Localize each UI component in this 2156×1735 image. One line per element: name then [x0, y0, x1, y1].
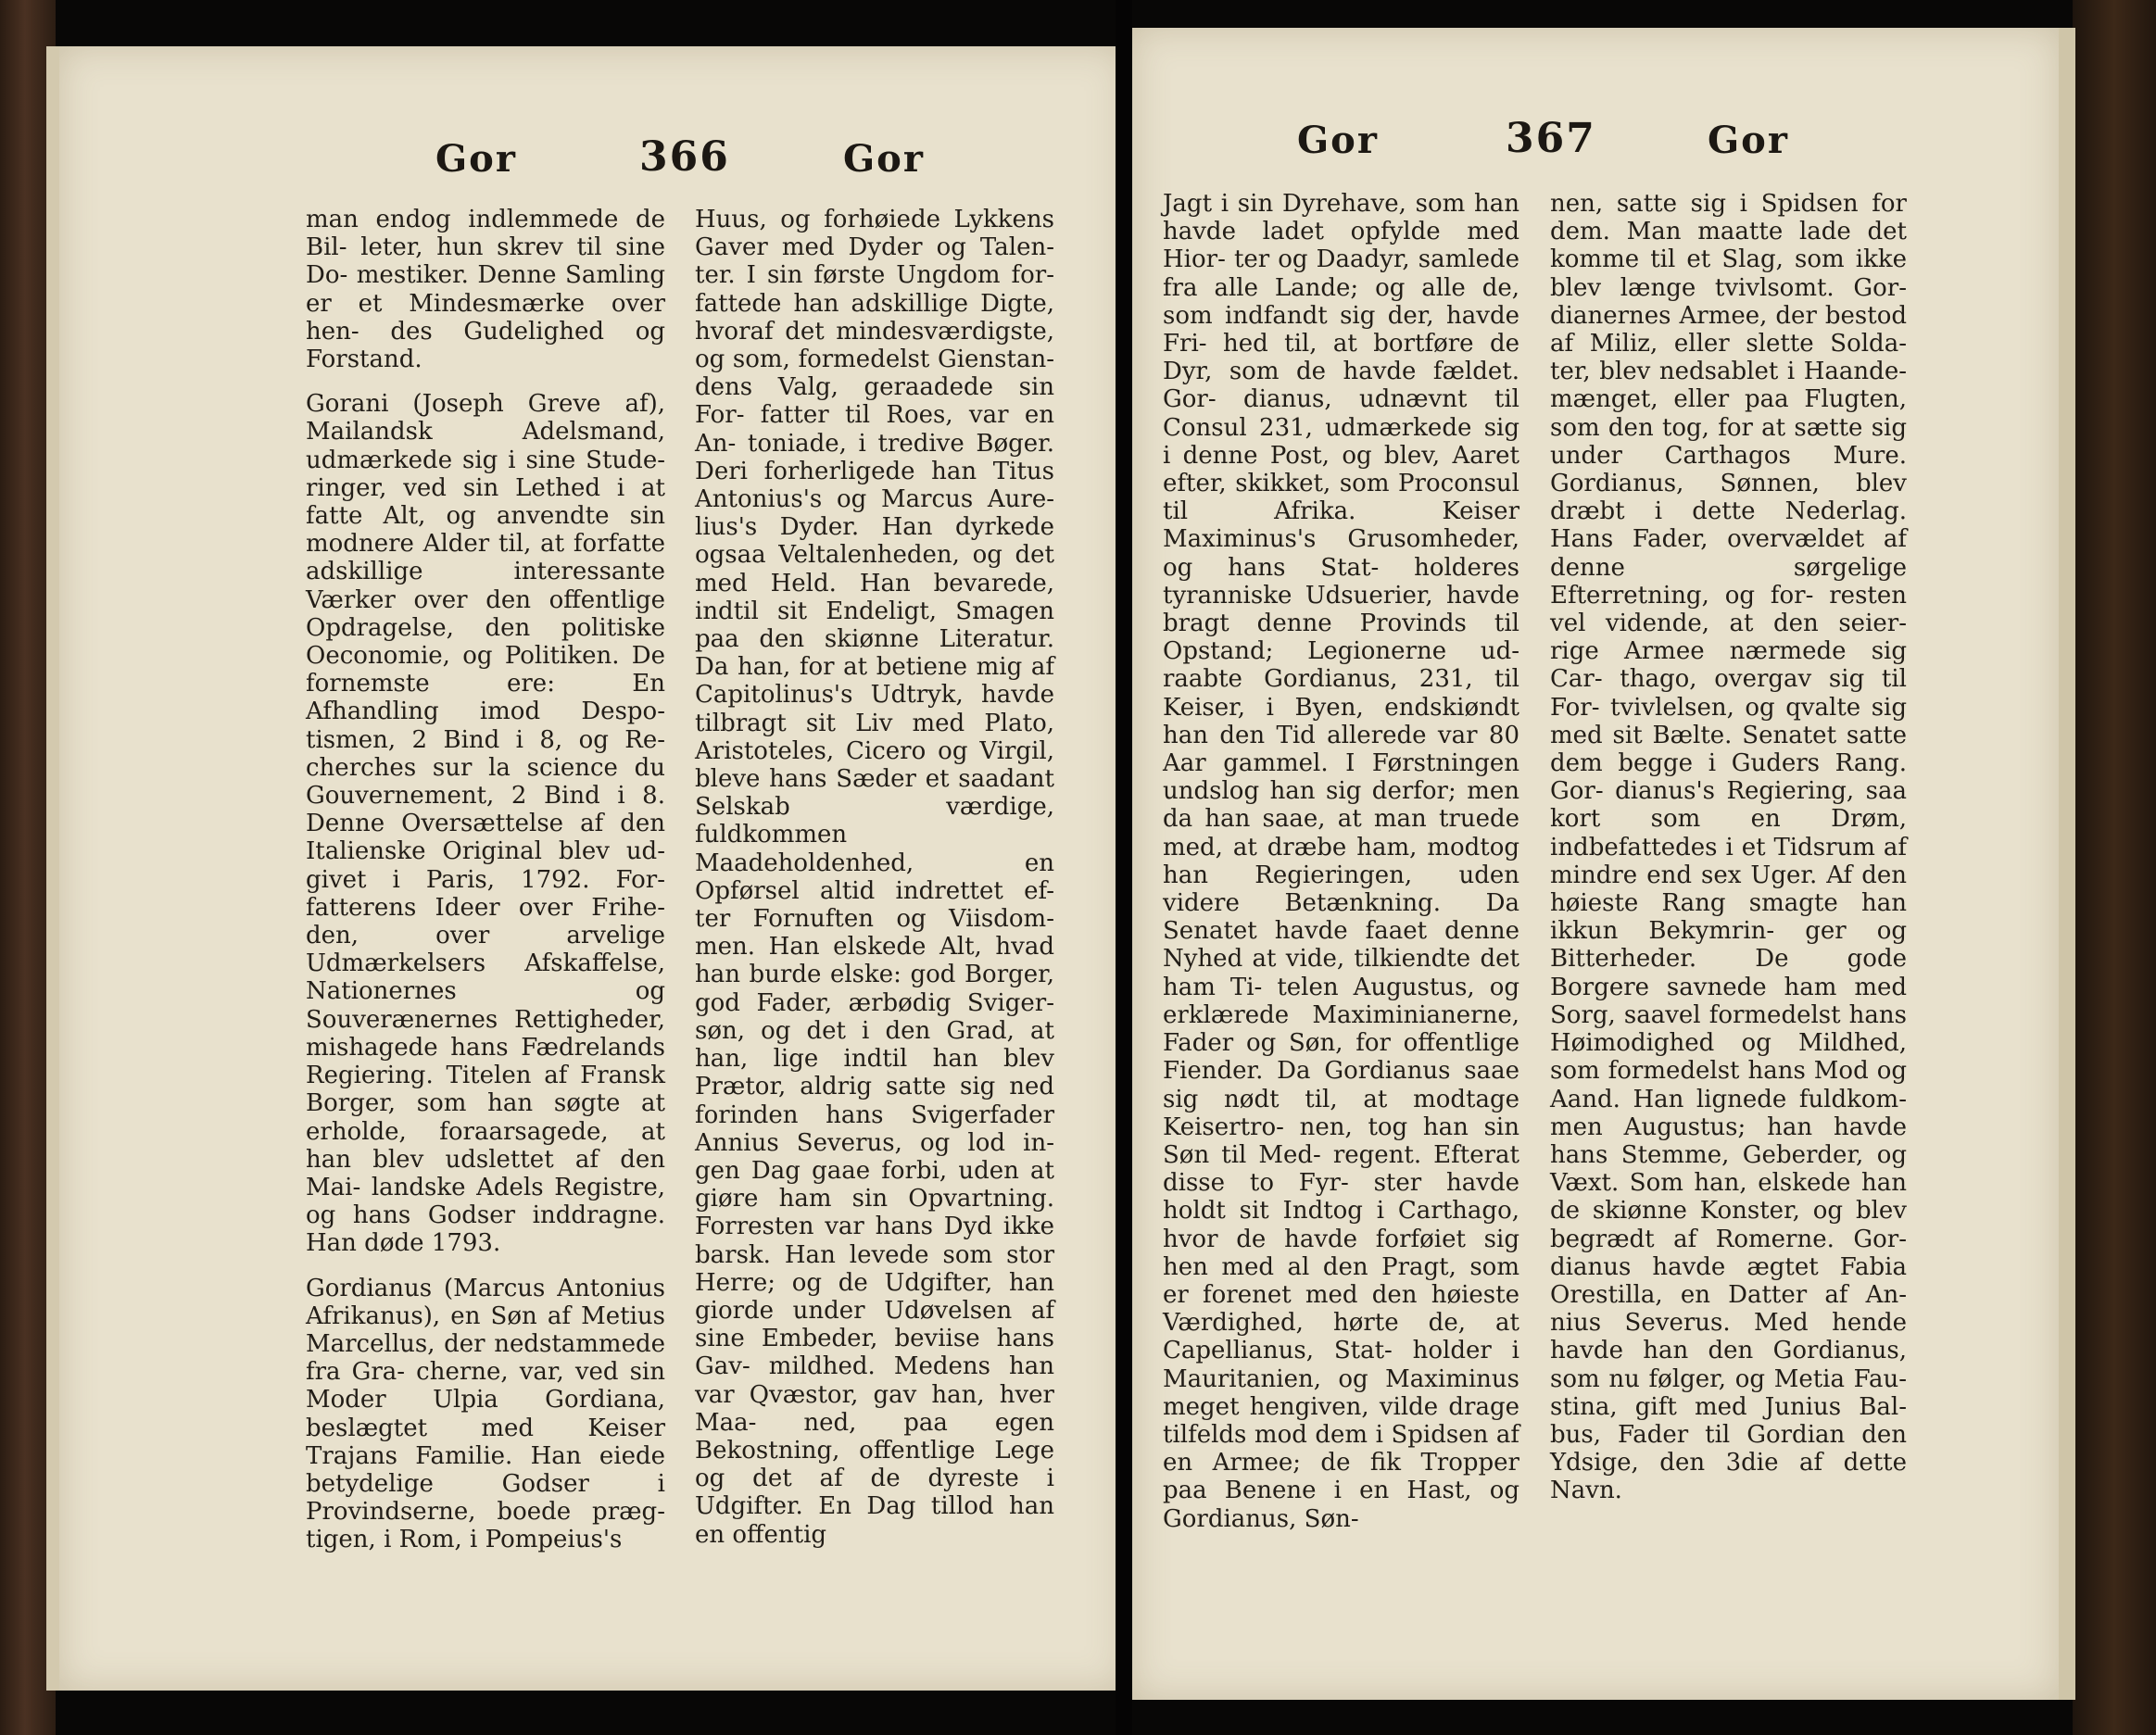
- right-guide-word-right: Gor: [1708, 119, 1789, 162]
- right-page-number: 367: [1506, 115, 1596, 162]
- right-guide-word-left: Gor: [1297, 119, 1379, 162]
- right-page-column-2: [1550, 190, 1907, 1505]
- left-page-number: 366: [639, 133, 730, 181]
- right-page-column-1: [1163, 190, 1519, 1533]
- paragraph: Jagt i sin Dyrehave, som han havde ladet opfylde med Hior- ter og Daadyr, samlede fra alle Lande; og alle de, som indfandt sig der, havde Fri- hed til, at bortføre de Dyr, som de havde fældet. Gor- dianus, udnævnt til Consul 231, udmærkede sig i denne Post, og blev, Aaret efter, skikket, som Proconsul til Afrika. Keiser Maximinus's Grusomheder, og hans Stat- holderes tyranniske Udsuerier, havde bragt denne Provinds til Opstand; Legionerne ud- raabte Gordianus, 231, til Keiser, i Byen, endskiøndt han den Tid allerede var 80 Aar gammel. I Førstningen undslog han sig derfor; men da han saae, at man truede med, at dræbe ham, modtog han Regieringen, uden videre Betænkning. Da Senatet havde faaet denne Nyhed at vide, tilkiendte det ham Ti- telen Augustus, og erklærede Maximinianerne, Fader og Søn, for offentlige Fiender. Da Gordianus saae sig nødt til, at modtage Keisertro- nen, tog han sin Søn til Med- regent. Efterat disse to Fyr- ster havde holdt sit Indtog i Carthago, hvor de havde forføiet sig hen med al den Pragt, som er forenet med den høieste Værdighed, hørte de, at Capellianus, Stat- holder i Mauritanien, og Maximinus meget hengiven, vilde drage tilfelds mod dem i Spidsen af en Armee; de fik Tropper paa Benene i en Hast, og Gordianus, Søn-: [1163, 190, 1519, 1533]
- left-guide-word-left: Gor: [435, 137, 517, 181]
- left-page-column-2: [695, 206, 1054, 1549]
- paragraph: nen, satte sig i Spidsen for dem. Man maatte lade det komme til et Slag, som ikke blev længe tvivlsomt. Gor- dianernes Armee, der bestod af Miliz, eller slette Solda- ter, blev nedsablet i Haande- mænget, eller paa Flugten, som den tog, for at sætte sig under Carthagos Mure. Gordianus, Sønnen, blev dræbt i dette Nederlag. Hans Fader, overvældet af denne sørgelige Efterretning, og for- resten vel vidende, at den seier- rige Armee nærmede sig Car- thago, overgav sig til For- tvivlelsen, og qvalte sig med sit Bælte. Senatet satte dem begge i Guders Rang. Gor- dianus's Regiering, saa kort som en Drøm, indbefattedes i et Tidsrum af mindre end sex Uger. Af den høieste Rang smagte han ikkun Bekymrin- ger og Bitterheder. De gode Borgere savnede ham med Sorg, saavel formedelst hans Høimodighed og Mildhed, som formedelst hans Mod og Aand. Han lignede fuldkom- men Augustus; han havde hans Stemme, Geberder, og Væxt. Som han, elskede han de skiønne Konster, og blev begrædt af Romerne. Gor- dianus havde ægtet Fabia Orestilla, en Datter af An- nius Severus. Med hende havde han den Gordianus, som nu følger, og Metia Fau- stina, gift med Junius Bal- bus, Fader til Gordian den Ydsige, den 3die af dette Navn.: [1550, 190, 1907, 1505]
- entry-gordianus: Gordianus (Marcus Antonius Afrikanus), en Søn af Metius Marcellus, der nedstammede fra Gra- cherne, var, ved sin Moder Ulpia Gordiana, beslægtet med Keiser Trajans Familie. Han eiede betydelige Godser i Provindserne, boede præg- tigen, i Rom, i Pompeius's: [306, 1274, 665, 1554]
- entry-gorani: Gorani (Joseph Greve af), Mailandsk Adelsmand, udmærkede sig i sine Stude- ringer, ved sin Lethed i at fatte Alt, og anvendte sin modnere Alder til, at forfatte adskillige interessante Værker over den offentlige Opdragelse, den politiske Oeconomie, og Politiken. De fornemste ere: En Afhandling imod Despo- tismen, 2 Bind i 8, og Re- cherches sur la science du Gouvernement, 2 Bind i 8. Denne Oversættelse af den Italienske Original blev ud- givet i Paris, 1792. For- fatterens Ideer over Frihe- den, over arvelige Udmærkelsers Afskaffelse, Nationernes og Souverænernes Rettigheder, mishagede hans Fædrelands Regiering. Titelen af Fransk Borger, som han søgte at erholde, foraarsagede, at han blev udslettet af den Mai- landske Adels Registre, og hans Godser inddragne. Han døde 1793.: [306, 390, 665, 1258]
- left-page-column-1: [306, 206, 665, 1554]
- book-gutter: [1116, 0, 1132, 1735]
- paragraph: man endog indlemmede de Bil- leter, hun skrev til sine Do- mestiker. Denne Samling er et Mindesmærke over hen- des Gudelighed og Forstand.: [306, 206, 665, 374]
- book-cover-right-edge: [2073, 0, 2156, 1735]
- paragraph: Huus, og forhøiede Lykkens Gaver med Dyder og Talen- ter. I sin første Ungdom for- fattede han adskillige Digte, hvoraf det mindesværdigste, og som, formedelst Gienstan- dens Valg, geraadede sin For- fatter til Roes, var en An- toniade, i tredive Bøger. Deri forherligede han Titus Antonius's og Marcus Aure- lius's Dyder. Han dyrkede ogsaa Veltalenheden, og det med Held. Han bevarede, indtil sit Endeligt, Smagen paa den skiønne Literatur. Da han, for at betiene mig af Capitolinus's Udtryk, havde tilbragt sit Liv med Plato, Aristoteles, Cicero og Virgil, bleve hans Sæder et saadant Selskab værdige, fuldkommen Maadeholdenhed, en Opførsel altid indrettet ef- ter Fornuften og Viisdom- men. Han elskede Alt, hvad han burde elske: god Borger, god Fader, ærbødig Sviger- søn, og det i den Grad, at han, lige indtil han blev Prætor, aldrig satte sig ned forinden hans Svigerfader Annius Severus, og lod in- gen Dag gaae forbi, uden at giøre ham sin Opvartning. Forresten var hans Dyd ikke barsk. Han levede som stor Herre; og de Udgifter, han giorde under Udøvelsen af sine Embeder, beviise hans Gav- mildhed. Medens han var Qvæstor, gav han, hver Maa- ned, paa egen Bekostning, offentlige Lege og det af de dyreste i Udgifter. En Dag tillod han en offentig: [695, 206, 1054, 1549]
- left-guide-word-right: Gor: [843, 137, 925, 181]
